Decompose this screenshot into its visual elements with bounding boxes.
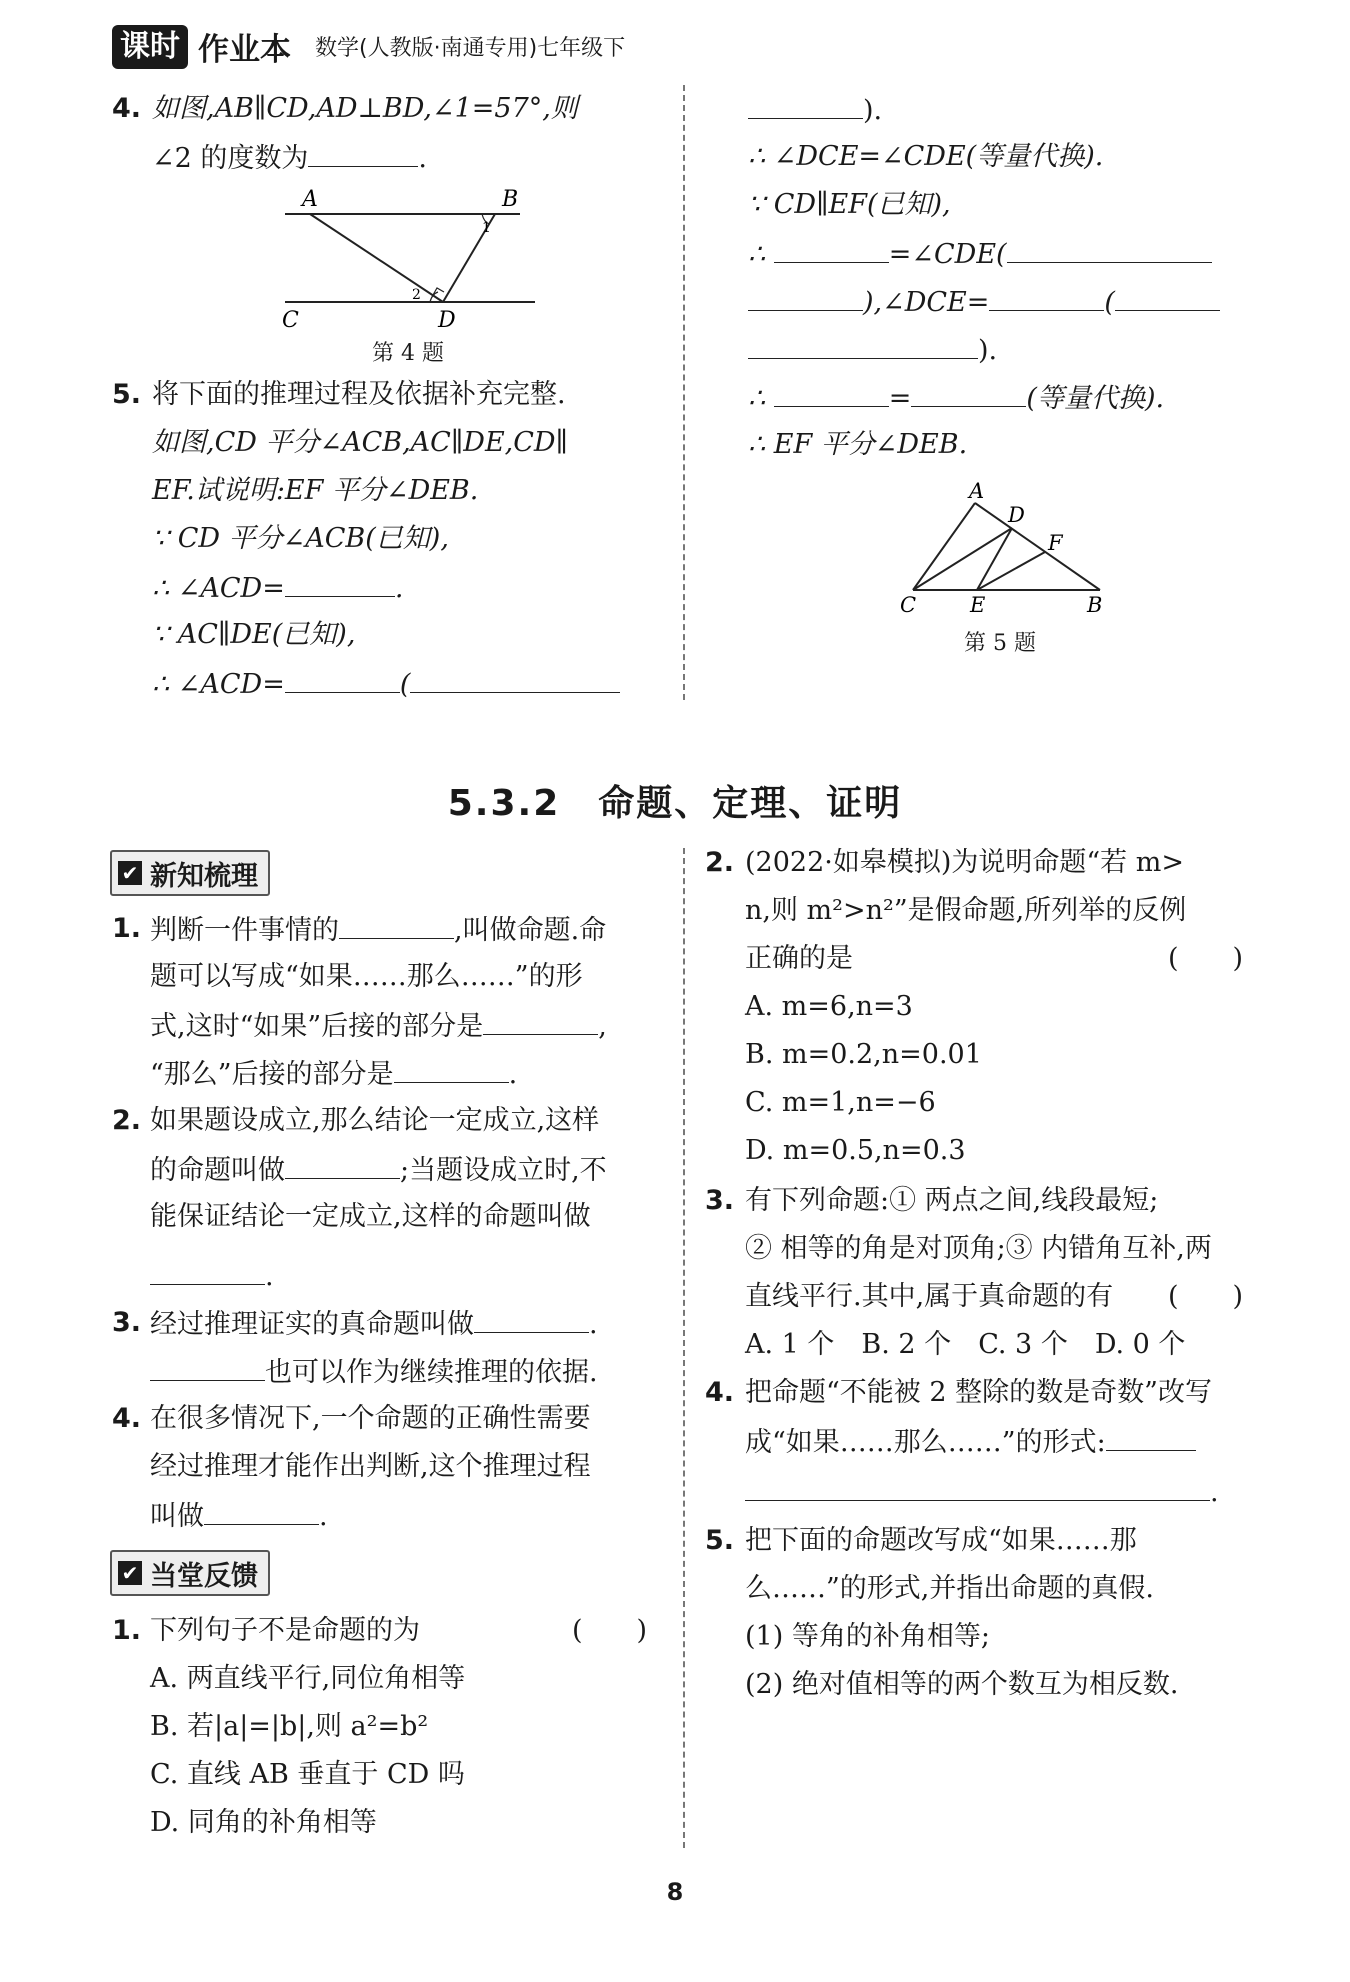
k4-number: 4. [112,1403,142,1434]
answer-blank[interactable] [474,1306,589,1333]
fig4-angle-1: 1 [482,220,491,236]
fig4-label-b: B [502,187,519,212]
column-divider [683,848,685,1848]
f1-option-c[interactable]: C. 直线 AB 垂直于 CD 吗 [150,1759,465,1790]
answer-blank[interactable] [204,1498,319,1525]
page-number: 8 [666,1878,684,1906]
section-title: 5.3.2 命题、定理、证明 [447,783,903,824]
f1-number: 1. [112,1615,142,1646]
f1-answer-paren[interactable]: ( ) [572,1615,648,1646]
f3-answer-paren[interactable]: ( ) [1168,1281,1244,1312]
f5-line2: 么……”的形式,并指出命题的真假. [745,1573,1154,1604]
fig5-label-d: D [1008,503,1025,527]
k2-line4: . [150,1258,274,1294]
k3-line1: 经过推理证实的真命题叫做 . [150,1306,598,1342]
series-title: 作业本 [198,32,291,68]
k2-line1: 如果题设成立,那么结论一定成立,这样 [150,1105,600,1136]
q5-cont-line2: ∴ ∠DCE=∠CDE(等量代换). [748,141,1104,172]
q5-line7: ∴ ∠ACD= ( [152,666,620,702]
f3-line1: 有下列命题:① 两点之间,线段最短; [745,1185,1159,1216]
f3-line2: ② 相等的角是对顶角;③ 内错角互补,两 [745,1233,1212,1264]
q5-cont-line3: ∵ CD∥EF(已知), [748,189,951,220]
k4-line3: 叫做 . [150,1498,328,1534]
q5-line3: EF.试说明:EF 平分∠DEB. [152,475,479,506]
q4-line2: ∠2 的度数为 . [152,140,427,176]
f2-number: 2. [705,847,735,878]
f4-number: 4. [705,1377,735,1408]
q5-line2: 如图,CD 平分∠ACB,AC∥DE,CD∥ [152,427,569,458]
answer-blank[interactable] [285,1152,400,1179]
fig5-label-a: A [969,479,985,503]
q4-line1: 如图,AB∥CD,AD⊥BD,∠1=57°,则 [152,93,578,124]
f5-line1: 把下面的命题改写成“如果……那 [745,1525,1137,1556]
q5-line5: ∴ ∠ACD= . [152,570,403,606]
f2-option-d[interactable]: D. m=0.5,n=0.3 [745,1135,966,1166]
fig4-label-a: A [302,187,318,212]
answer-blank[interactable] [308,140,418,167]
f1-option-a[interactable]: A. 两直线平行,同位角相等 [150,1663,466,1694]
q5-number: 5. [112,379,142,410]
answer-blank[interactable] [911,380,1026,407]
figure-q4 [270,182,550,332]
answer-blank[interactable] [989,284,1104,311]
answer-blank[interactable] [339,912,454,939]
fig5-label-c: C [900,593,917,617]
k2-line2: 的命题叫做 ;当题设成立时,不 [150,1152,607,1188]
checkmark-icon: ✔ [118,1561,142,1585]
answer-blank[interactable] [410,666,620,693]
k4-line2: 经过推理才能作出判断,这个推理过程 [150,1451,591,1482]
k3-line2: 也可以作为继续推理的依据. [150,1354,598,1390]
q5-cont-line7: ∴ = (等量代换). [748,380,1164,416]
q5-cont-line8: ∴ EF 平分∠DEB. [748,429,968,460]
k1-line4: “那么”后接的部分是 . [150,1056,517,1092]
fig4-label-c: C [282,308,299,332]
answer-blank[interactable] [150,1258,265,1285]
q5-cont-line6: ). [748,332,997,368]
k2-number: 2. [112,1105,142,1136]
k2-line3: 能保证结论一定成立,这样的命题叫做 [150,1201,591,1232]
figure-q4-caption: 第 4 题 [372,341,444,366]
f4-line2: 成“如果……那么……”的形式: [745,1424,1196,1460]
f3-line3: 直线平行.其中,属于真命题的有 [745,1281,1114,1312]
answer-blank[interactable] [774,380,889,407]
f3-number: 3. [705,1185,735,1216]
answer-blank[interactable] [285,666,400,693]
q5-line6: ∵ AC∥DE(已知), [152,619,356,650]
badge-new-knowledge: ✔ 新知梳理 [110,850,270,896]
q5-line1: 将下面的推理过程及依据补充完整. [152,379,566,410]
k1-line1: 判断一件事情的 ,叫做命题.命 [150,912,606,948]
f4-line3: . [745,1474,1219,1510]
figure-q5-caption: 第 5 题 [964,631,1036,656]
book-subtitle: 数学(人教版·南通专用)七年级下 [315,36,626,61]
f2-line2: n,则 m²>n²”是假命题,所列举的反例 [745,895,1187,926]
f5-part1: (1) 等角的补角相等; [745,1621,990,1652]
q5-line4: ∵ CD 平分∠ACB(已知), [152,523,449,554]
answer-blank[interactable] [1106,1424,1196,1451]
answer-blank[interactable] [748,92,863,119]
answer-blank[interactable] [1115,284,1220,311]
f1-option-d[interactable]: D. 同角的补角相等 [150,1807,377,1838]
answer-blank[interactable] [285,570,395,597]
answer-blank[interactable] [1007,236,1212,263]
q5-cont-line4: ∴ =∠CDE( [748,236,1212,272]
answer-blank[interactable] [394,1056,509,1083]
f2-option-b[interactable]: B. m=0.2,n=0.01 [745,1039,982,1070]
fig5-label-b: B [1087,593,1103,617]
f1-stem: 下列句子不是命题的为 [150,1615,420,1646]
column-divider [683,85,685,700]
f2-answer-paren[interactable]: ( ) [1168,943,1244,974]
f3-options[interactable]: A. 1 个 B. 2 个 C. 3 个 D. 0 个 [745,1329,1186,1360]
answer-blank[interactable] [748,332,978,359]
fig4-angle-2: 2 [412,287,421,303]
k1-number: 1. [112,913,142,944]
badge-classroom-feedback: ✔ 当堂反馈 [110,1550,270,1596]
f1-option-b[interactable]: B. 若|a|=|b|,则 a²=b² [150,1711,429,1742]
f2-option-a[interactable]: A. m=6,n=3 [745,991,913,1022]
q5-cont-line5: ),∠DCE= ( [748,284,1220,320]
q5-cont-line1: ). [748,92,882,128]
checkmark-icon: ✔ [118,861,142,885]
fig5-label-e: E [970,593,986,617]
answer-blank[interactable] [150,1354,265,1381]
f2-option-c[interactable]: C. m=1,n=−6 [745,1087,936,1118]
page-header [112,24,625,69]
figure-q5 [895,478,1120,618]
answer-blank[interactable] [745,1474,1210,1501]
q4-number: 4. [112,93,142,124]
k1-line3: 式,这时“如果”后接的部分是 , [150,1008,607,1044]
f5-number: 5. [705,1525,735,1556]
f4-line1: 把命题“不能被 2 整除的数是奇数”改写 [745,1377,1212,1408]
k4-line1: 在很多情况下,一个命题的正确性需要 [150,1403,591,1434]
fig5-label-f: F [1048,531,1063,555]
f5-part2: (2) 绝对值相等的两个数互为相反数. [745,1669,1179,1700]
fig4-label-d: D [438,308,456,332]
series-logo: 课时 [112,25,188,69]
answer-blank[interactable] [774,236,889,263]
answer-blank[interactable] [483,1008,598,1035]
k1-line2: 题可以写成“如果……那么……”的形 [150,961,583,992]
answer-blank[interactable] [748,284,863,311]
k3-number: 3. [112,1307,142,1338]
f2-line1: (2022·如皋模拟)为说明命题“若 m> [745,847,1184,878]
f2-line3: 正确的是 [745,943,853,974]
